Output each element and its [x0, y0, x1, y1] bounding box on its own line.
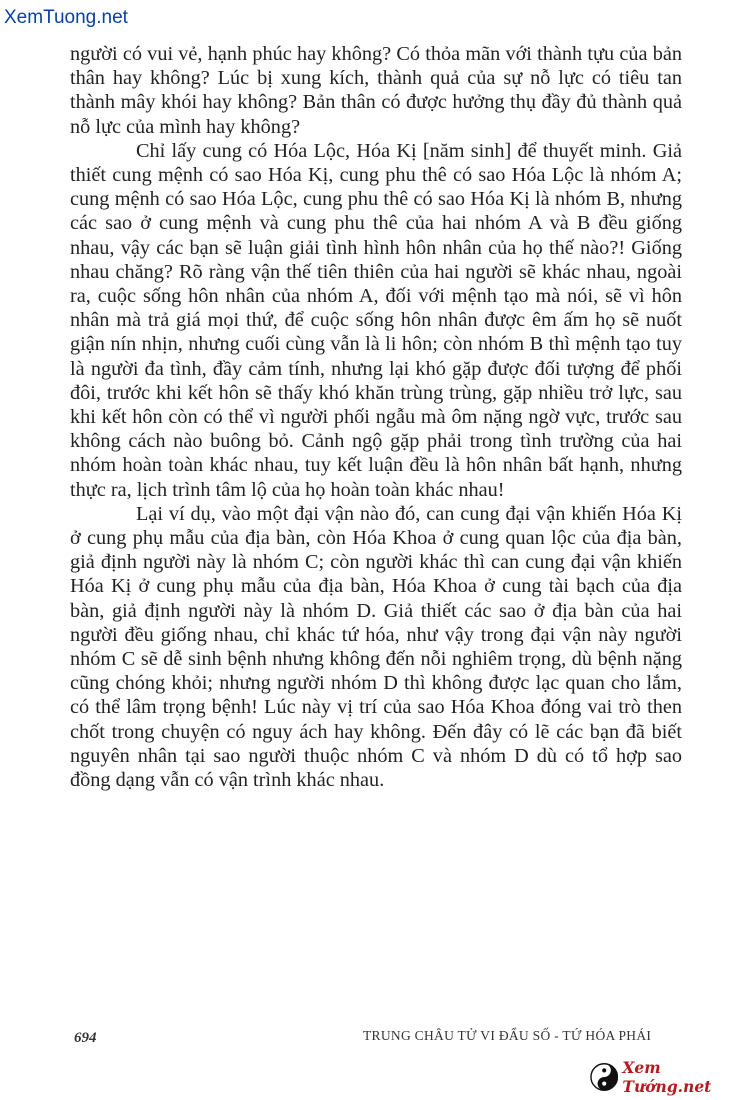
paragraph-group-a-b: Chỉ lấy cung có Hóa Lộc, Hóa Kị [năm sinh] để thuyết minh. Giả thiết cung mệnh có sao Hóa Kị, cung phu thê có sao Hóa Lộc là nhóm A; cung mệnh có sao Hóa Lộc, cung phu thê có sao Hóa Kị là nhóm B, nhưng các sao ở cung mệnh và cung phu thê của hai nhóm A và B đều giống nhau, vậy các bạn sẽ luận giải tình hình hôn nhân của họ thế nào?! Giống nhau chăng? Rõ ràng vận thế tiên thiên của hai người sẽ khác nhau, ngoài ra, cuộc sống hôn nhân của nhóm A, đối với mệnh tạo mà nói, sẽ vì hôn nhân mà trả giá mọi thứ, để cuộc sống hôn nhân được êm ấm họ sẽ nuốt giận nín nhịn, nhưng cuối cùng vẫn là li hôn; còn nhóm B thì mệnh tạo tuy là người đa tình, đầy cảm tính, nhưng lại khó gặp được đối tượng để phối đôi, trước khi kết hôn sẽ thấy khó khăn trùng trùng, gặp nhiều trở lực, sau khi kết hôn còn có thể vì người phối ngẫu mà ôm nặng ngờ vực, trước sau không cách nào buông bỏ. Cảnh ngộ gặp phải trong tình trường của hai nhóm hoàn toàn khác nhau, tuy kết luận đều là hôn nhân bất hạnh, nhưng thực ra, lịch trình tâm lộ của họ hoàn toàn khác nhau! — [70, 139, 682, 501]
page-number: 694 — [74, 1030, 97, 1046]
yin-yang-icon — [590, 1062, 618, 1092]
watermark-site-label: XemTuong.net — [0, 5, 134, 31]
paragraph-continuation: người có vui vẻ, hạnh phúc hay không? Có thỏa mãn với thành tựu của bản thân hay không? Lúc bị xung kích, thành quả của sự nỗ lực có tiêu tan thành mây khói hay không? Bản thân có được hưởng thụ đầy đủ thành quả nỗ lực của mình hay không? — [70, 43, 682, 138]
page-text-body — [70, 42, 682, 792]
book-title: TRUNG CHÂU TỬ VI ĐẨU SỐ - TỨ HÓA PHÁI — [363, 1028, 652, 1043]
logo-text: Xem Tướng.net — [622, 1058, 712, 1096]
site-logo — [590, 1060, 748, 1094]
paragraph-group-c-d: Lại ví dụ, vào một đại vận nào đó, can cung đại vận khiến Hóa Kị ở cung phụ mẫu của địa bàn, còn Hóa Khoa ở cung quan lộc của địa bàn, giả định người này là nhóm C; còn người khác thì can cung đại vận khiến Hóa Kị ở cung phụ mẫu của địa bàn, Hóa Khoa ở cung tài bạch của địa bàn, giả định người này là nhóm D. Giả thiết các sao ở địa bàn của hai người đều giống nhau, chỉ khác tứ hóa, như vậy trong đại vận này người nhóm C sẽ dễ sinh bệnh nhưng không đến nỗi nghiêm trọng, dù bệnh nặng cũng chóng khỏi; nhưng người nhóm D thì không được lạc quan cho lắm, có thể lâm trọng bệnh! Lúc này vị trí của sao Hóa Khoa đóng vai trò then chốt trong chuyện có nguy ách hay không. Đến đây có lẽ các bạn đã biết nguyên nhân tại sao người thuộc nhóm C và nhóm D dù có tổ hợp sao đồng dạng vẫn có vận trình khác nhau. — [70, 502, 682, 792]
